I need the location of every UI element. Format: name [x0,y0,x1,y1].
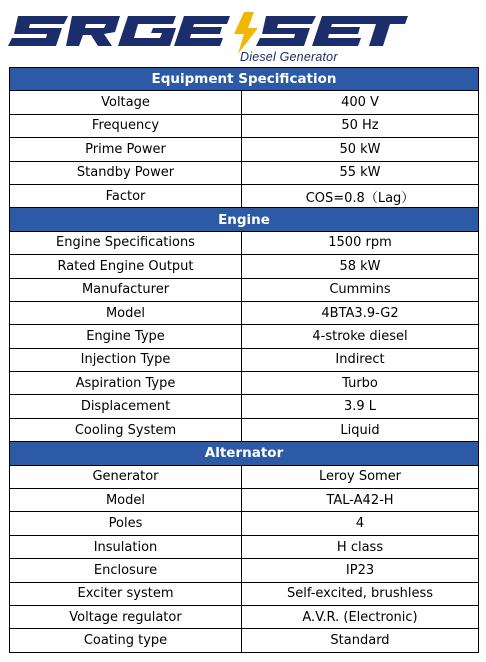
table-row [10,559,479,582]
spec-value: COS=0.8（Lag） [242,184,479,207]
table-row [10,255,479,278]
spec-label: Coating type [10,629,242,652]
section-header-row [10,208,479,231]
table-row [10,418,479,441]
spec-value: Cummins [242,278,479,301]
section-header-row [10,442,479,465]
table-row [10,231,479,254]
section-title: Alternator [10,442,479,465]
lightning-bolt-icon [234,12,258,54]
table-row [10,629,479,652]
spec-value: 3.9 L [242,395,479,418]
table-row [10,348,479,371]
spec-label: Voltage regulator [10,605,242,628]
spec-label: Model [10,301,242,324]
table-row [10,278,479,301]
spec-value: Standard [242,629,479,652]
spec-label: Model [10,489,242,512]
spec-value: 4BTA3.9-G2 [242,301,479,324]
spec-value: TAL-A42-H [242,489,479,512]
spec-label: Engine Type [10,325,242,348]
spec-value: 4 [242,512,479,535]
table-row [10,325,479,348]
spec-value: IP23 [242,559,479,582]
spec-value: 1500 rpm [242,231,479,254]
spec-label: Manufacturer [10,278,242,301]
section-title: Equipment Specification [10,68,479,91]
spec-label: Generator [10,465,242,488]
spec-value: Self-excited, brushless [242,582,479,605]
spec-table [9,67,479,653]
spec-label: Exciter system [10,582,242,605]
spec-label: Injection Type [10,348,242,371]
table-row [10,489,479,512]
section-title: Engine [10,208,479,231]
spec-value: 4-stroke diesel [242,325,479,348]
spec-label: Displacement [10,395,242,418]
spec-value: Turbo [242,372,479,395]
spec-label: Cooling System [10,418,242,441]
spec-label: Frequency [10,114,242,137]
spec-value: 50 Hz [242,114,479,137]
spec-value: 400 V [242,91,479,114]
spec-value: H class [242,535,479,558]
spec-value: Liquid [242,418,479,441]
spec-label: Aspiration Type [10,372,242,395]
spec-label: Factor [10,184,242,207]
spec-label: Rated Engine Output [10,255,242,278]
spec-label: Enclosure [10,559,242,582]
spec-value: 50 kW [242,138,479,161]
table-row [10,301,479,324]
table-row [10,465,479,488]
table-row [10,161,479,184]
table-row [10,395,479,418]
table-row [10,512,479,535]
table-row [10,184,479,207]
spec-label: Standby Power [10,161,242,184]
table-row [10,114,479,137]
section-header-row [10,68,479,91]
table-row [10,605,479,628]
spec-label: Voltage [10,91,242,114]
table-row [10,91,479,114]
brand-logo [0,0,486,66]
spec-table-body [10,68,479,653]
spec-label: Insulation [10,535,242,558]
spec-value: Indirect [242,348,479,371]
spec-value: 58 kW [242,255,479,278]
table-row [10,372,479,395]
table-row [10,535,479,558]
spec-value: Leroy Somer [242,465,479,488]
table-row [10,138,479,161]
brand-subtitle: Diesel Generator [240,50,338,64]
spec-value: A.V.R. (Electronic) [242,605,479,628]
spec-label: Poles [10,512,242,535]
spec-label: Prime Power [10,138,242,161]
spec-label: Engine Specifications [10,231,242,254]
table-row [10,582,479,605]
spec-value: 55 kW [242,161,479,184]
